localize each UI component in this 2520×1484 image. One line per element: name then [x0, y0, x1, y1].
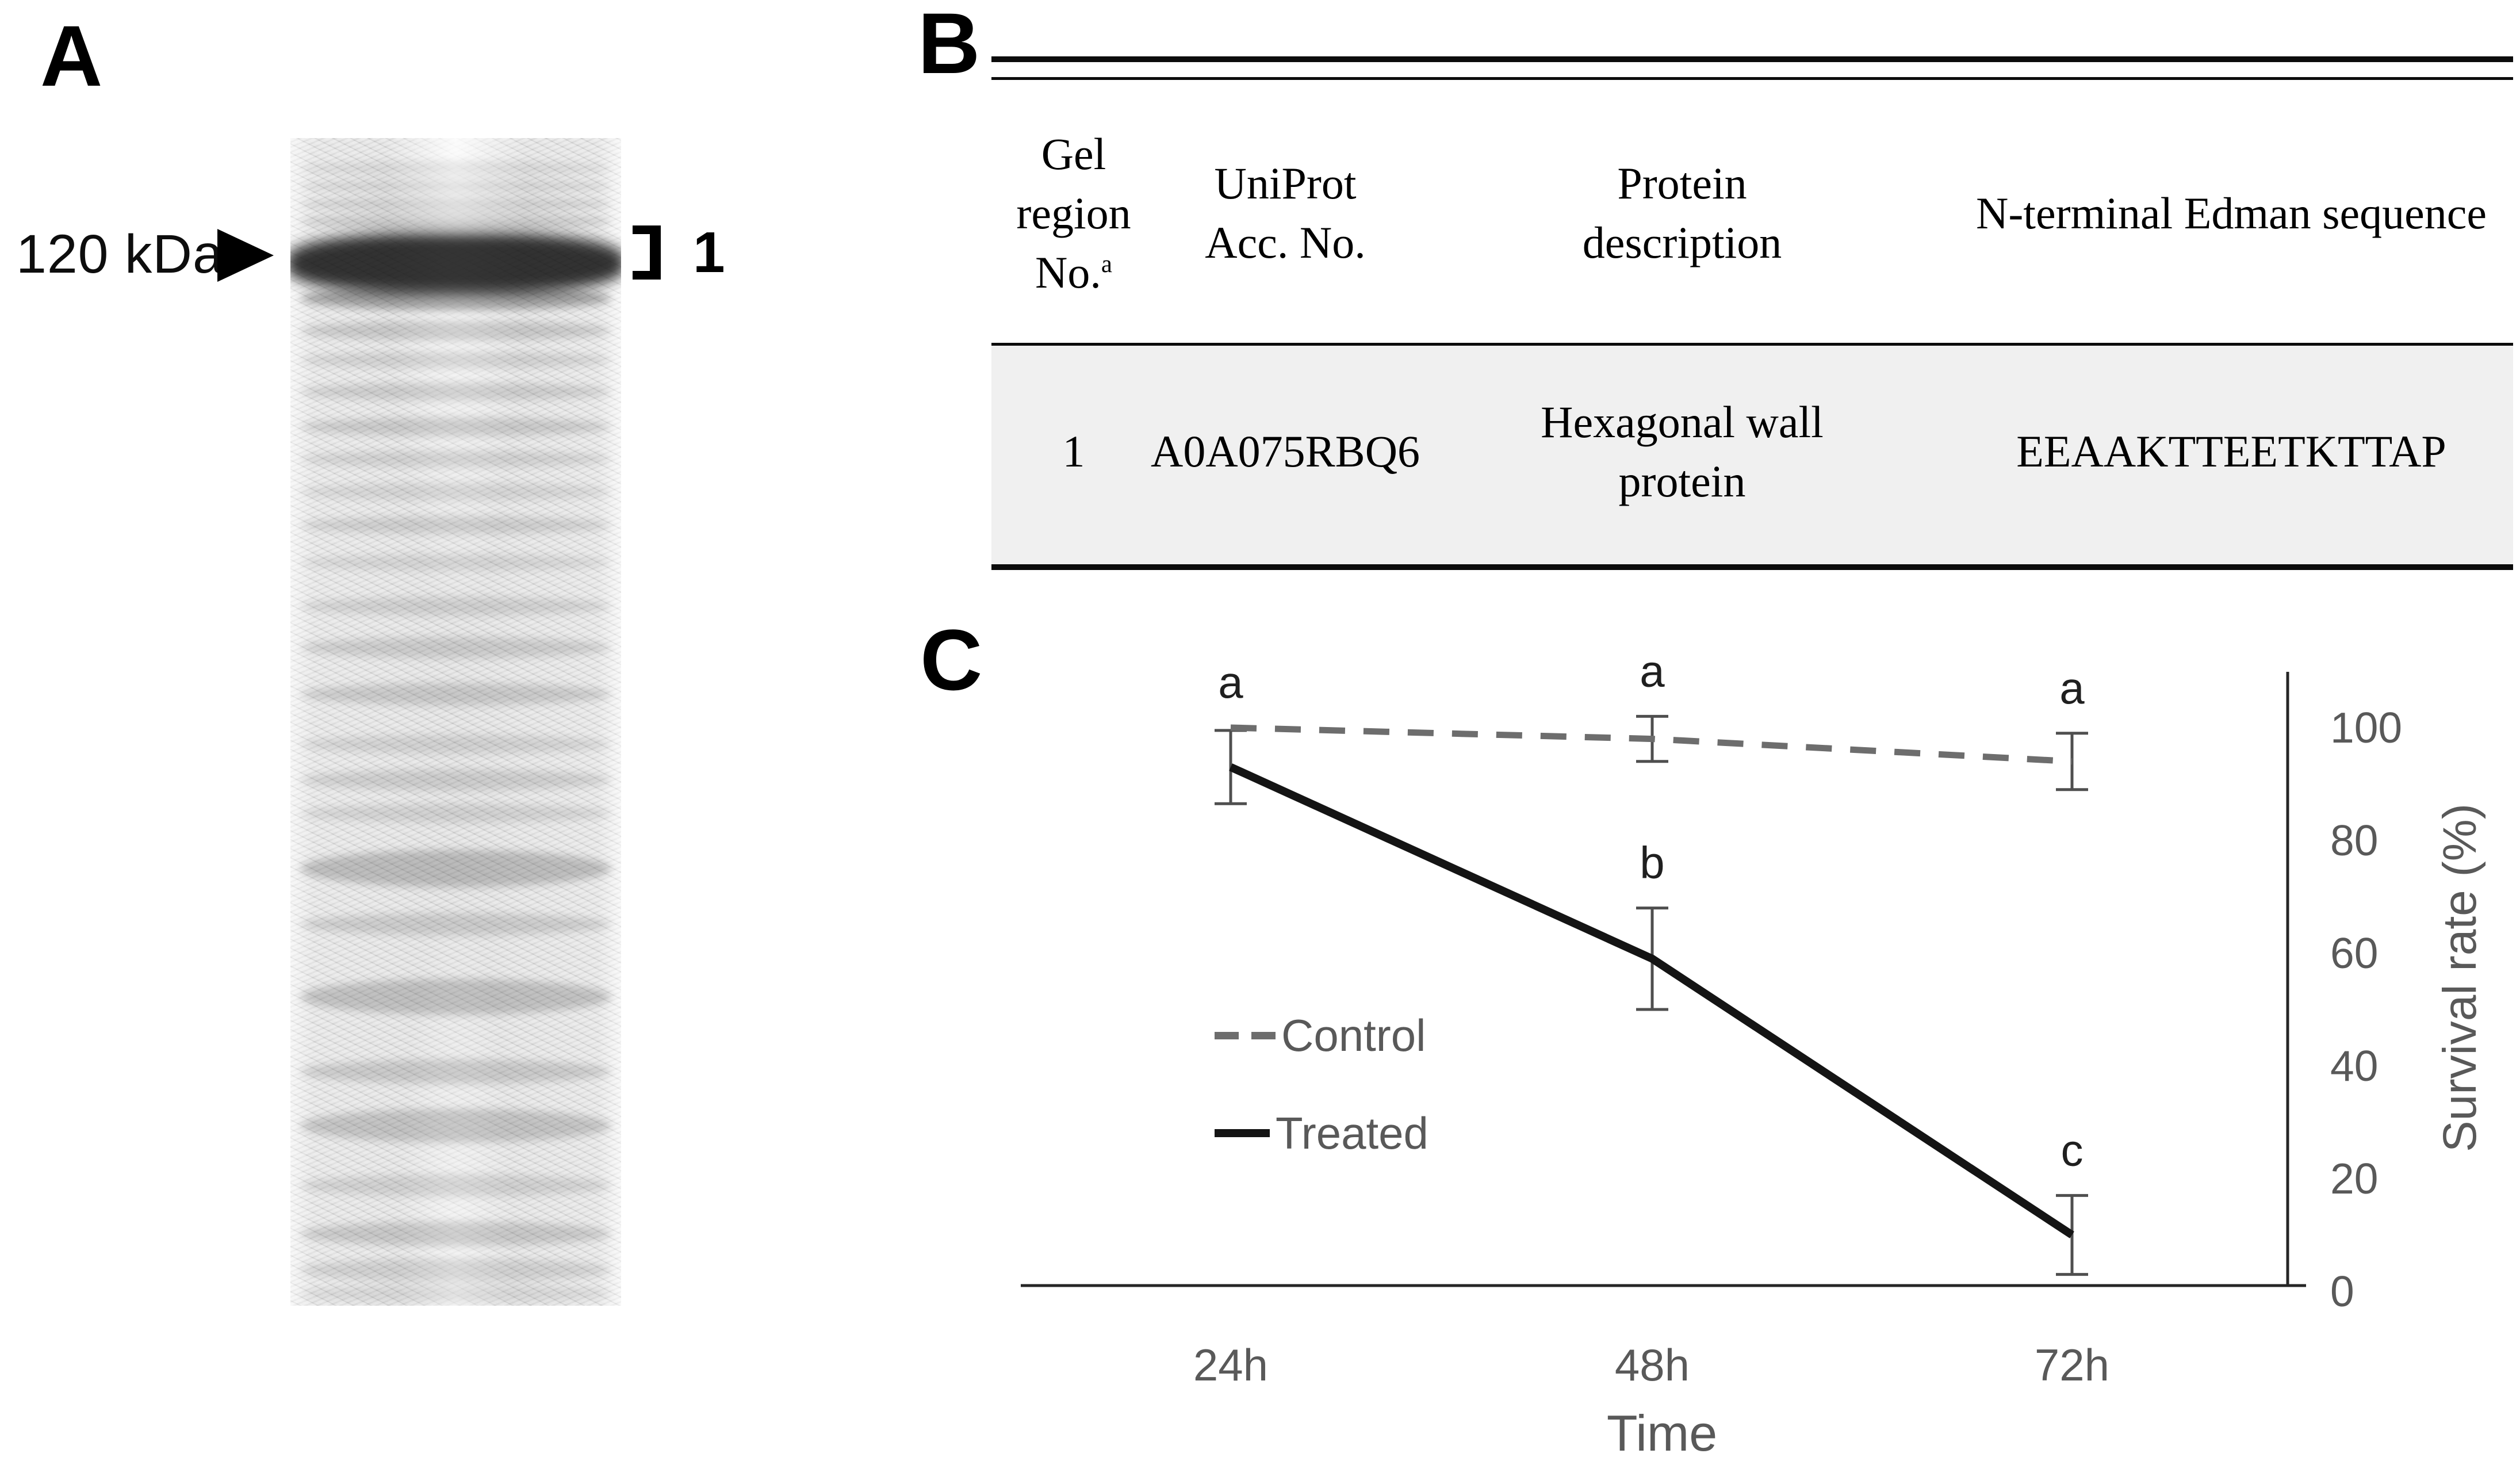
- svg-text:b: b: [1640, 837, 1665, 888]
- col-header-uniprot: UniProt Acc. No.: [1205, 158, 1366, 268]
- table-top-rule: [991, 56, 2513, 62]
- table-row: [991, 346, 2513, 564]
- gel-band: [300, 286, 611, 311]
- survival-rate-chart: [978, 633, 2520, 1481]
- svg-text:100: 100: [2330, 703, 2403, 752]
- panel-a-letter: A: [40, 7, 103, 104]
- svg-text:a: a: [1218, 657, 1243, 707]
- legend-label-treated: Treated: [1276, 1107, 1428, 1158]
- svg-text:a: a: [2059, 662, 2085, 713]
- arrowhead-icon: [217, 229, 274, 282]
- gel-band: [300, 683, 611, 705]
- svg-text:40: 40: [2330, 1042, 2379, 1090]
- gel-band: [300, 1259, 611, 1282]
- bracket-icon: [633, 225, 661, 280]
- cell-gel-region: 1: [1062, 426, 1085, 477]
- gel-band: [300, 735, 611, 754]
- gel-band: [300, 597, 611, 615]
- gel-band: [300, 451, 611, 467]
- molecular-weight-label: 120 kDa: [16, 224, 224, 285]
- col-header-edman-sequence: N-terminal Edman sequence: [1976, 188, 2487, 238]
- gel-band: [300, 321, 611, 341]
- svg-text:24h: 24h: [1193, 1340, 1269, 1390]
- gel-band: [300, 213, 611, 230]
- gel-band: [300, 1060, 611, 1084]
- legend-label-control: Control: [1281, 1009, 1426, 1061]
- gel-band: [300, 1285, 611, 1302]
- svg-text:80: 80: [2330, 816, 2379, 865]
- cell-protein-description: Hexagonal wall protein: [1541, 396, 1824, 506]
- gel-band: [300, 1175, 611, 1196]
- gel-band: [300, 850, 611, 887]
- gel-band: [300, 179, 611, 193]
- gel-band: [300, 1222, 611, 1246]
- gel-band: [300, 913, 611, 935]
- gel-band: [300, 1109, 611, 1142]
- table-header-row: [991, 80, 2513, 343]
- svg-text:a: a: [1640, 645, 1665, 697]
- gel-band: [300, 352, 611, 368]
- dashed-line-icon: [1215, 1032, 1276, 1039]
- protein-id-table: [991, 56, 2513, 570]
- svg-text:48h: 48h: [1614, 1340, 1690, 1390]
- gel-band: [300, 483, 611, 500]
- gel-band: [300, 770, 611, 790]
- legend-item-control: [1215, 1011, 1428, 1060]
- gel-band: [300, 517, 611, 534]
- cell-edman-sequence: EEAAKTTEETKTTAP: [2016, 426, 2446, 477]
- svg-text:20: 20: [2330, 1154, 2379, 1203]
- table-bottom-rule: [991, 564, 2513, 570]
- gel-band: [300, 418, 611, 436]
- gel-band: [290, 233, 621, 293]
- svg-text:72h: 72h: [2034, 1340, 2110, 1390]
- svg-text:Survival rate (%): Survival rate (%): [2434, 803, 2486, 1153]
- svg-text:60: 60: [2330, 929, 2379, 977]
- gel-band: [300, 637, 611, 658]
- gel-band: [300, 161, 611, 176]
- panel-b-letter: B: [918, 0, 981, 91]
- cell-uniprot: A0A075RBQ6: [1150, 426, 1420, 477]
- svg-text:0: 0: [2330, 1267, 2354, 1315]
- svg-text:c: c: [2061, 1125, 2084, 1176]
- gel-band: [300, 804, 611, 823]
- solid-line-icon: [1215, 1129, 1270, 1137]
- panel-c-letter: C: [920, 611, 983, 708]
- gel-band: [300, 383, 611, 400]
- gel-band: [300, 197, 611, 212]
- chart-legend: [1215, 1011, 1428, 1157]
- gel-lane-image: [290, 138, 621, 1306]
- svg-text:Time: Time: [1606, 1405, 1718, 1462]
- col-header-protein-description: Protein description: [1582, 158, 1782, 268]
- gel-band: [300, 979, 611, 1015]
- col-header-gel-region: Gel region No.$^a$: [1016, 129, 1131, 297]
- gel-band: [300, 554, 611, 571]
- gel-region-number: 1: [693, 220, 725, 285]
- legend-item-treated: [1215, 1109, 1428, 1157]
- chart-canvas: [978, 633, 2520, 1481]
